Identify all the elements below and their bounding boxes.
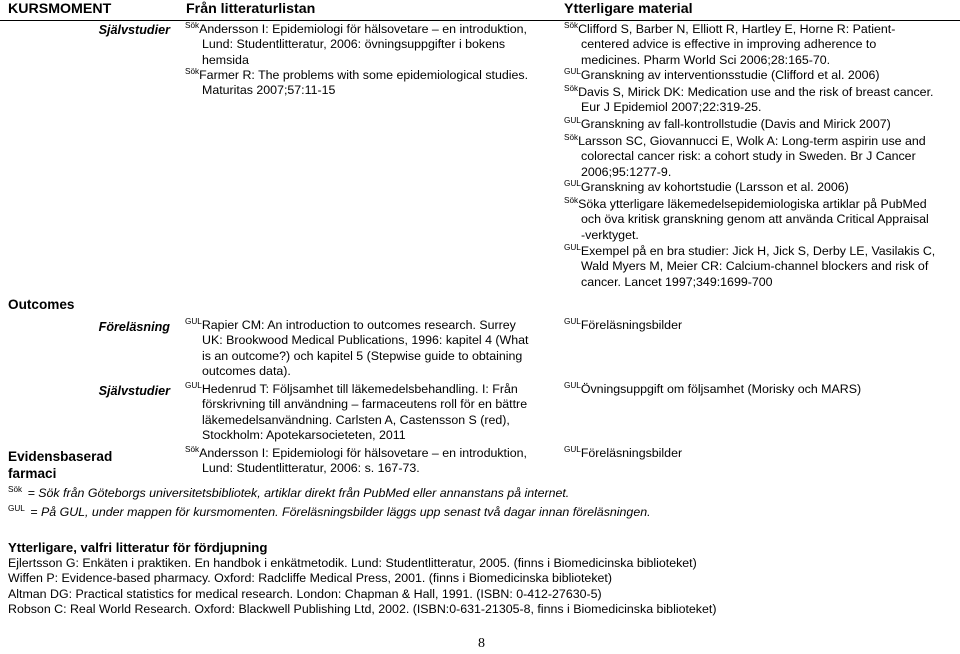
reference-line: cancer. Lancet 1997;349:1699-700: [581, 274, 773, 289]
reference-entry: [564, 382, 958, 397]
reference-entry: [564, 117, 958, 132]
page-number: 8: [478, 636, 485, 651]
reference-line: Lund: Studentlitteratur, 2006: s. 167-73.: [202, 461, 420, 476]
reference-first-line: [185, 446, 557, 461]
reference-first-line: [185, 382, 557, 397]
section-title-line: farmaci: [8, 466, 57, 481]
reference-entry: [564, 68, 958, 83]
reference-first-line: [564, 68, 958, 83]
tag-sok: Sök: [564, 84, 579, 93]
tag-sok: Sök: [564, 196, 579, 205]
reference-line: outcomes data).: [202, 363, 291, 378]
reference-first-line: [564, 180, 958, 195]
reference-text: Hedenrud T: Följsamhet till läkemedelsbehandling. I: Från: [201, 382, 518, 396]
reference-text: Söka ytterligare läkemedelsepidemiologiska artiklar på PubMed: [578, 197, 927, 211]
reference-line: Wald Myers M, Meier CR: Calcium-channel blockers and risk of: [581, 259, 929, 274]
reference-entry: [185, 318, 557, 379]
header-ytterligare-material: Ytterligare material: [564, 1, 693, 17]
tag-gul: GUL: [185, 381, 202, 390]
reference-entry: [564, 22, 958, 68]
tag-sok: Sök: [8, 485, 23, 494]
reference-line: medicines. Pharm World Sci 2006;28:165-70.: [581, 52, 831, 67]
reference-first-line: [564, 134, 958, 149]
reference-first-line: [564, 318, 958, 333]
tag-gul: GUL: [564, 243, 581, 252]
tag-gul: GUL: [564, 445, 581, 454]
reference-first-line: [564, 197, 958, 212]
reference-entry: [185, 22, 557, 68]
tag-gul: GUL: [564, 116, 581, 125]
reference-line: -verktyget.: [581, 227, 639, 242]
reference-first-line: [564, 22, 958, 37]
reference-line: Lund: Studentlitteratur, 2006: övningsuppgifter i bokens: [202, 37, 506, 52]
header-divider: [0, 20, 960, 21]
reference-first-line: [185, 318, 557, 333]
reference-line: och öva kritisk granskning genom att använda Critical Appraisal: [581, 212, 929, 227]
reference-entry: [564, 180, 958, 195]
section-evidensbaserad-farmaci: [8, 448, 112, 482]
reference-entry: [185, 446, 557, 477]
reference-text: Granskning av fall-kontrollstudie (Davis and Mirick 2007): [580, 117, 891, 131]
reference-line: Eur J Epidemiol 2007;22:319-25.: [581, 100, 762, 115]
reference-line: colorectal cancer risk: a cohort study in Sweden. Br J Cancer: [581, 149, 916, 164]
tag-gul: GUL: [564, 381, 581, 390]
reference-text: Rapier CM: An introduction to outcomes research. Surrey: [201, 318, 516, 332]
section-title-line: Evidensbaserad: [8, 449, 113, 464]
reference-first-line: [185, 68, 557, 83]
tag-sok: Sök: [185, 445, 200, 454]
reference-line: hemsida: [202, 52, 249, 67]
tag-gul: GUL: [564, 317, 581, 326]
reference-first-line: [564, 85, 958, 100]
further-reading-title: Ytterligare, valfri litteratur för fördjupning: [8, 540, 268, 555]
further-reading-list: [8, 556, 716, 617]
tag-gul: GUL: [185, 317, 202, 326]
reference-entry: [564, 197, 958, 243]
header-kursmoment: KURSMOMENT: [8, 1, 112, 17]
reference-first-line: [564, 446, 958, 461]
reference-text: Föreläsningsbilder: [580, 446, 683, 460]
activity-label: Föreläsning: [98, 320, 170, 334]
reference-line: Stockholm: Apotekarsocieteten, 2011: [202, 427, 406, 442]
tag-gul: GUL: [564, 67, 581, 76]
legend-text: = Sök från Göteborgs universitetsbibliotek, artiklar direkt från PubMed eller annanstans på internet.: [27, 486, 570, 500]
reference-line: 2006;95:1277-9.: [581, 164, 672, 179]
reference-text: Larsson SC, Giovannucci E, Wolk A: Long-term aspirin use and: [578, 134, 926, 148]
reference-entry: [185, 68, 557, 99]
legend-sok: [8, 486, 569, 501]
tag-sok: Sök: [564, 133, 579, 142]
header-litteraturlistan: Från litteraturlistan: [186, 1, 316, 17]
further-reading-item: Altman DG: Practical statistics for medical research. London: Chapman & Hall, 1991. (ISBN: 0-412-27630-5): [8, 586, 602, 601]
reference-text: Föreläsningsbilder: [580, 318, 683, 332]
tag-sok: Sök: [564, 21, 579, 30]
reference-line: centered advice is effective in improving adherence to: [581, 37, 877, 52]
further-reading-item: Ejlertsson G: Enkäten i praktiken. En handbok i enkätmetodik. Lund: Studentlitteratur, 2005. (finns i Biomedicinska biblioteket): [8, 556, 697, 570]
further-reading-item: Wiffen P: Evidence-based pharmacy. Oxford: Radcliffe Medical Press, 2001. (finns i Biomedicinska biblioteket): [8, 571, 612, 586]
reference-text: Clifford S, Barber N, Elliott R, Hartley E, Horne R: Patient-: [578, 22, 896, 36]
reference-entry: [564, 85, 958, 116]
further-reading-item: Robson C: Real World Research. Oxford: Blackwell Publishing Ltd, 2002. (ISBN:0-631-21305-8, finns i Biomedicinska biblioteket): [8, 601, 717, 616]
reference-text: Farmer R: The problems with some epidemiological studies.: [199, 68, 529, 82]
reference-entry: [564, 244, 958, 290]
reference-entry: [564, 318, 958, 333]
legend-gul: [8, 505, 651, 520]
reference-line: UK: Brookwood Medical Publications, 1996: kapitel 4 (What: [202, 333, 529, 348]
tag-gul: GUL: [8, 504, 25, 513]
activity-label: Självstudier: [98, 23, 170, 37]
reference-text: Davis S, Mirick DK: Medication use and the risk of breast cancer.: [578, 85, 934, 99]
reference-text: Granskning av interventionsstudie (Clifford et al. 2006): [580, 68, 880, 82]
reference-first-line: [564, 382, 958, 397]
reference-first-line: [564, 244, 958, 259]
tag-gul: GUL: [564, 179, 581, 188]
reference-line: Maturitas 2007;57:11-15: [202, 83, 336, 98]
reference-line: läkemedelsanvändning. Carlsten A, Castensson S (red),: [202, 412, 510, 427]
tag-sok: Sök: [185, 67, 200, 76]
reference-line: förskrivning till användning – farmaceutens roll för en bättre: [202, 397, 528, 412]
section-outcomes: Outcomes: [8, 297, 75, 312]
reference-text: Granskning av kohortstudie (Larsson et al. 2006): [580, 180, 849, 194]
reference-first-line: [564, 117, 958, 132]
activity-label: Självstudier: [98, 384, 170, 398]
reference-entry: [564, 134, 958, 180]
reference-line: is an outcome?) och kapitel 5 (Stepwise guide to obtaining: [202, 348, 523, 363]
reference-text: Andersson I: Epidemiologi för hälsovetare – en introduktion,: [199, 22, 527, 36]
reference-text: Övningsuppgift om följsamhet (Morisky och MARS): [580, 382, 862, 396]
legend-text: = På GUL, under mappen för kursmomenten. Föreläsningsbilder läggs upp senast två dagar innan föreläsningen.: [30, 505, 651, 519]
reference-text: Andersson I: Epidemiologi för hälsovetare – en introduktion,: [199, 446, 527, 460]
reference-entry: [564, 446, 958, 461]
reference-first-line: [185, 22, 557, 37]
reference-text: Exempel på en bra studier: Jick H, Jick S, Derby LE, Vasilakis C,: [580, 244, 936, 258]
reference-entry: [185, 382, 557, 443]
tag-sok: Sök: [185, 21, 200, 30]
